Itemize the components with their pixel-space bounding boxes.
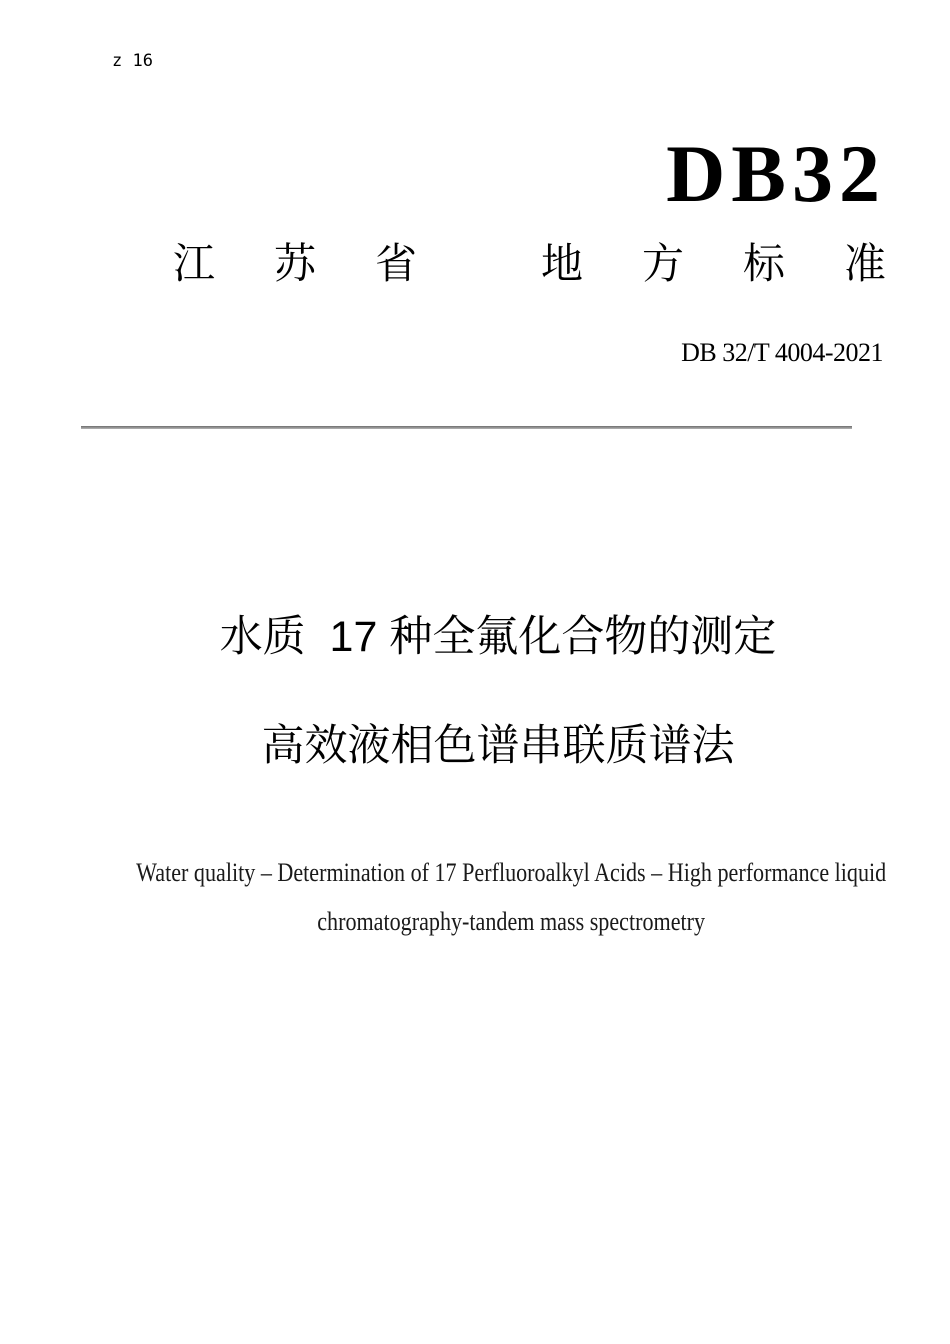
title-en-line2 [23,881,950,963]
ics-classification-code: z 16 [112,51,153,71]
title-en-line1-text: Water quality – Determination of 17 Perfluoroalkyl Acids – High performance liquid [135,858,887,888]
header-divider-rule [81,426,852,429]
province-standard-title [173,240,945,287]
title-zh-line2: 高效液相色谱串联质谱法 [261,722,735,770]
title-en-line2-text: chromatography-tandem mass spectrometry [317,907,705,937]
db32-logo: DB32 [666,128,886,219]
province-standard-left: 江苏省 [173,240,477,287]
standard-number: DB 32/T 4004-2021 [681,338,883,367]
title-zh-line1: 水质 17 种全氟化合物的测定 [219,613,777,661]
province-standard-right: 地方标准 [540,240,945,287]
